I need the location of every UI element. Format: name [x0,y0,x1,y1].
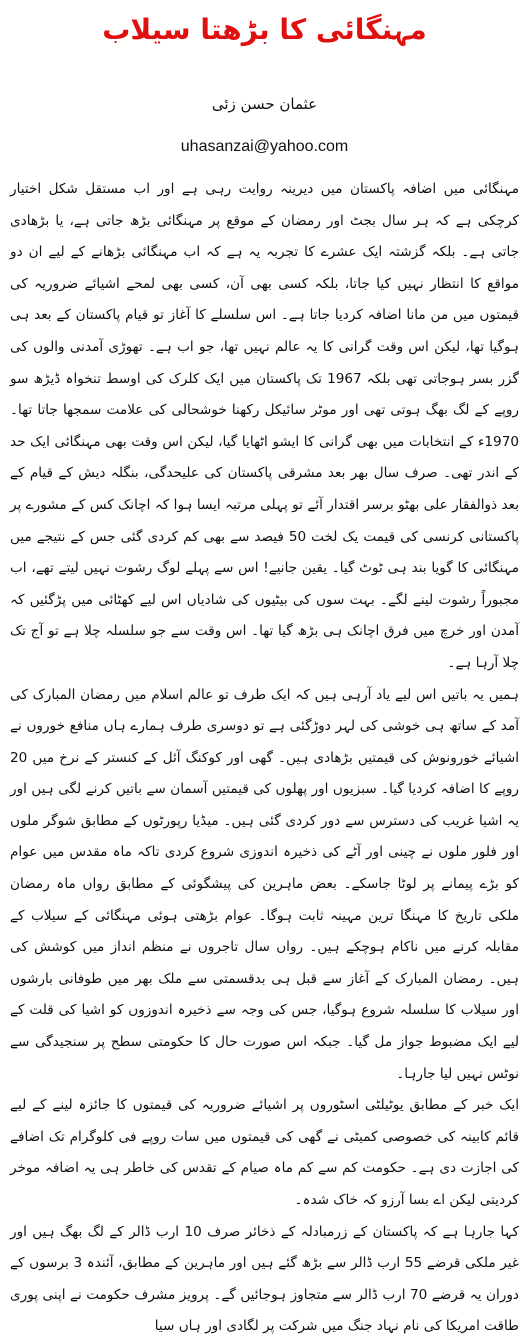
paragraph-2: ہمیں یہ باتیں اس لیے یاد آرہی ہیں کہ ایک طرف تو عالم اسلام میں رمضان المبارک کی آمد کے ساتھ ہی خوشی کی لہر دوڑگئی ہے تو دوسری طرف ہمارے ہاں منافع خوروں نے اشیائے خورونوش کی قیمتیں بڑھادی ہیں۔ گھی اور کوکنگ آئل کے کنستر کے نرخ میں 20 روپے کا اضافہ کردیا گیا۔ سبزیوں اور پھلوں کی قیمتیں آسمان سے باتیں کرنے لگی ہیں اور یہ اشیا غریب کی دسترس سے دور کردی گئی ہیں۔ میڈیا رپورٹوں کے مطابق شوگر ملوں اور فلور ملوں نے چینی اور آٹے کی ذخیرہ اندوزی شروع کردی تاکہ ماہ مقدس میں عوام کو بڑے پیمانے پر لوٹا جاسکے۔ بعض ماہرین کی پیشگوئی کے مطابق رواں ماہ رمضان ملکی تاریخ کا مہنگا ترین مہینہ ثابت ہوگا۔ عوام بڑھتی ہوئی مہنگائی کے سیلاب کے مقابلہ کرنے میں ناکام ہوچکے ہیں۔ رواں سال تاجروں نے منظم انداز میں کوشش کی ہیں۔ رمضان المبارک کے آغاز سے قبل ہی بدقسمتی سے ملک بھر میں طوفانی بارشوں اور سیلاب کا سلسلہ شروع ہوگیا، جس کی وجہ سے ذخیرہ اندوزوں کو اشیا کی قلت کے لیے ایک مضبوط جواز مل گیا۔ جبکہ اس صورت حال کا حکومتی سطح پر سنجیدگی سے نوٹس نہیں لیا جارہا۔ [10,686,519,1082]
paragraph-1: مہنگائی میں اضافہ پاکستان میں دیرینہ روایت رہی ہے اور اب مستقل شکل اختیار کرچکی ہے کہ ہر سال بجٹ اور رمضان کے موقع پر مہنگائی بڑھ جاتی ہے، یا بڑھادی جاتی ہے۔ بلکہ گزشتہ ایک عشرے کا تجربہ یہ ہے کہ اب مہنگائی بڑھانے کے لیے ان دو مواقع کا انتظار نہیں کیا جاتا، بلکہ کسی بھی آن، کسی بھی لمحے اشیائے ضروریہ کی قیمتوں میں من مانا اضافہ کردیا جاتا ہے۔ اس سلسلے کا آغاز تو قیام پاکستان کے بعد ہی ہوگیا تھا، لیکن اس وقت گرانی کا یہ عالم نہیں تھا، جو اب ہے۔ تھوڑی آمدنی والوں کی گزر بسر ہوجاتی تھی بلکہ 1967 تک پاکستان میں ایک کلرک کی اوسط تنخواہ ڈیڑھ سو روپے کے لگ بھگ ہوتی تھی اور موٹر سائیکل رکھنا خوشحالی کی علامت سمجھا جاتا تھا۔ 1970ء کے انتخابات میں بھی گرانی کا ایشو اٹھایا گیا، لیکن اس وقت بھی مہنگائی ایک حد کے اندر تھی۔ صرف سال بھر بعد مشرقی پاکستان کی علیحدگی، بنگلہ دیش کے قیام کے بعد ذوالفقار علی بھٹو برسر اقتدار آئے تو پہلی مرتبہ ایسا ہوا کہ اچانک کس کے مشورے پر پاکستانی کرنسی کی قیمت یک لخت 50 فیصد سے بھی کم کردی گئی جس کے نتیجے میں مہنگائی کا گویا بند ہی ٹوٹ گیا۔ یقین جانیے! اس سے پہلے لوگ رشوت نہیں لیتے تھے، اب مجبوراً رشوت لینے لگے۔ بہت سوں کی بیٹیوں کی شادیاں اس لیے کھٹائی میں پڑگئیں کہ آمدن اور خرچ میں فرق اچانک ہی بڑھ گیا تھا۔ اس وقت سے جو سلسلہ چلا ہے تو آج تک چلا آرہا ہے۔ [10,181,519,671]
article-body [10,174,519,1343]
article-title: مہنگائی کا بڑھتا سیلاب [102,13,427,46]
paragraph-3: ایک خبر کے مطابق یوٹیلٹی اسٹوروں پر اشیائے ضروریہ کی قیمتوں کا جائزہ لینے کے لیے قائم کابینہ کی خصوصی کمیٹی نے گھی کی قیمتوں میں سات روپے فی کلوگرام تک اضافے کی اجازت دی ہے۔ حکومت کم سے کم ماہ صیام کے تقدس کی خاطر ہی یہ اضافہ موخر کردیتی لیکن اے بسا آرزو کہ خاک شدہ۔ [10,1097,519,1208]
paragraph-4: کہا جارہا ہے کہ پاکستان کے زرمبادلہ کے ذخائر صرف 10 ارب ڈالر کے لگ بھگ ہیں اور غیر ملکی قرضے 55 ارب ڈالر سے بڑھ گئے ہیں اور ماہرین کے مطابق، آئندہ 3 برسوں کے دوران یہ قرضے 70 ارب ڈالر سے متجاوز ہوجائیں گے۔ پرویز مشرف حکومت نے اپنی پوری طاقت امریکا کی نام نہاد جنگ میں شرکت پر لگادی اور ہاں سیا [10,1223,519,1335]
author-email: uhasanzai@yahoo.com [180,138,349,155]
author-name: عثمان حسن زئی [211,95,318,113]
